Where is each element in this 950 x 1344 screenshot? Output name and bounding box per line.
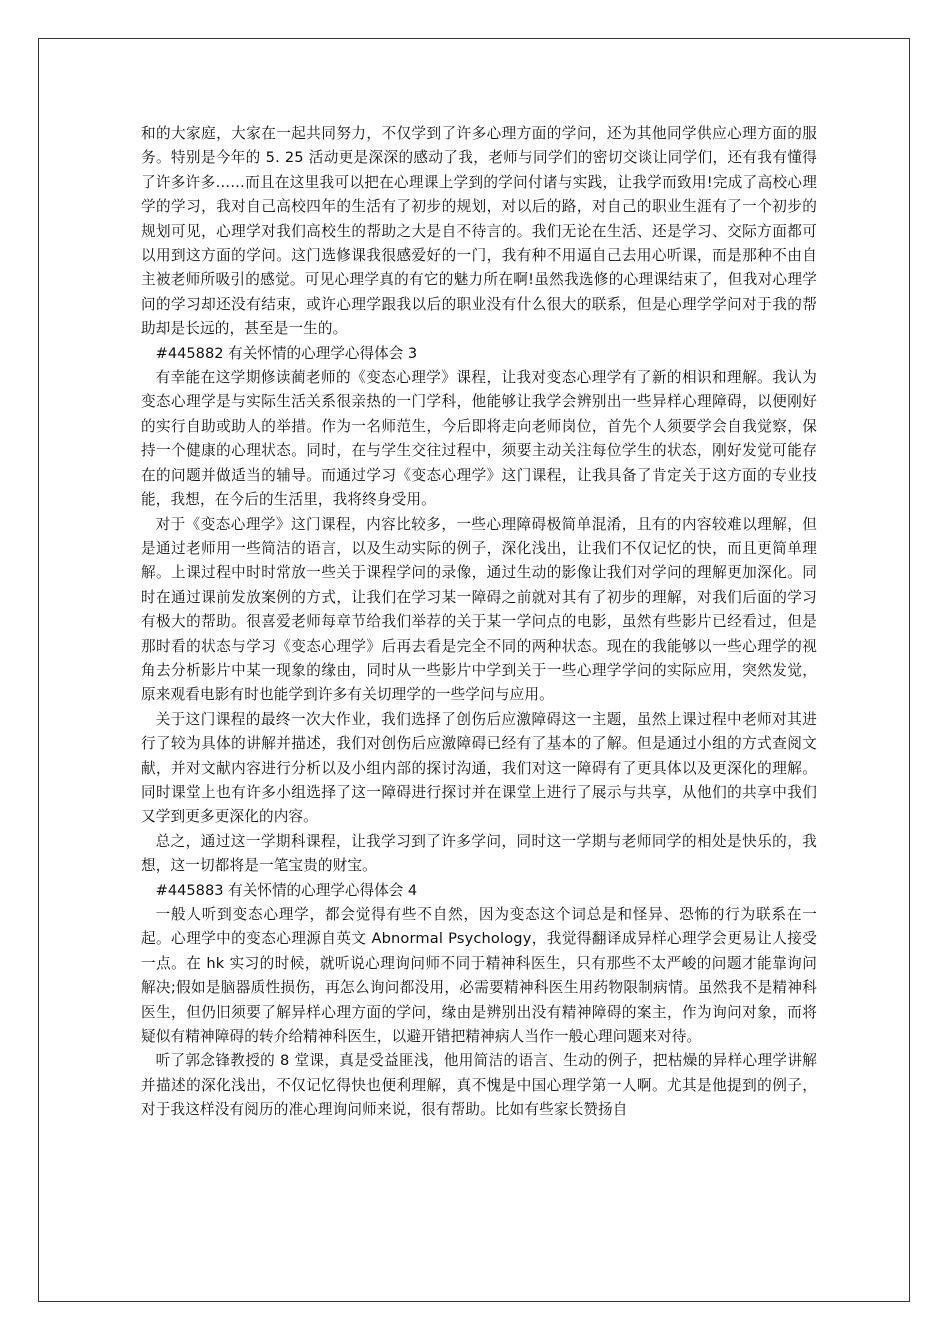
document-body [141,122,817,1123]
paragraph-2: 有幸能在这学期修读蔺老师的《变态心理学》课程，让我对变态心理学有了新的相识和理解。我认为变态心理学是与实际生活关系很亲热的一门学科，他能够让我学会辨别出一些异样心理障碍，以便刚好的实行自助或助人的举措。作为一名师范生，今后即将走向老师岗位，首先个人须要学会自我觉察，保持一个健康的心理状态。同时，在与学生交往过程中，须要主动关注每位学生的状态，刚好发觉可能存在的问题并做适当的辅导。而通过学习《变态心理学》这门课程，让我具备了肯定关于这方面的专业技能，我想，在今后的生活里，我将终身受用。 [141,369,817,509]
section-heading-3: #445882 有关怀情的心理学心得体会 3 [155,344,418,362]
paragraph-3: 对于《变态心理学》这门课程，内容比较多，一些心理障碍极简单混淆，且有的内容较难以理解，但是通过老师用一些简洁的语言，以及生动实际的例子，深化浅出，让我们不仅记忆的快，而且更简单理解。上课过程中时时常放一些关于课程学问的录像，通过生动的影像让我们对学问的理解更加深化。同时在通过课前发放案例的方式，让我们在学习某一障碍之前就对其有了初步的理解，对我们后面的学习有极大的帮助。很喜爱老师每章节给我们举荐的关于某一学问点的电影，虽然有些影片已经看过，但是那时看的状态与学习《变态心理学》后再去看是完全不同的两种状态。现在的我能够以一些心理学的视角去分析影片中某一现象的缘由，同时从一些影片中学到关于一些心理学学问的实际应用，突然发觉，原来观看电影有时也能学到许多有关切理学的一些学问与应用。 [141,515,817,704]
paragraph-4: 关于这门课程的最终一次大作业，我们选择了创伤后应激障碍这一主题，虽然上课过程中老师对其进行了较为具体的讲解并描述，我们对创伤后应激障碍已经有了基本的了解。但是通过小组的方式查阅文献，并对文献内容进行分析以及小组内部的探讨沟通，我们对这一障碍有了更具体以及更深化的理解。同时课堂上也有许多小组选择了这一障碍进行探讨并在课堂上进行了展示与共享，从他们的共享中我们又学到更多更深化的内容。 [141,710,817,826]
paragraph-6: 一般人听到变态心理学，都会觉得有些不自然，因为变态这个词总是和怪异、恐怖的行为联系在一起。心理学中的变态心理源自英文 Abnormal Psychology，我觉得翻译成异样心理学会更易让人接受一点。在 hk 实习的时候，就听说心理询问师不同于精神科医生，只有那些不太严峻的问题才能靠询问解决;假如是脑器质性损伤，再怎么询问都没用，必需要精神科医生用药物限制病情。虽然我不是精神科医生，但仍旧须要了解异样心理方面的学问，缘由是辨别出没有精神障碍的案主，作为询问对象，而将疑似有精神障碍的转介给精神科医生，以避开错把精神病人当作一般心理问题来对待。 [141,906,817,1046]
section-heading-4: #445883 有关怀情的心理学心得体会 4 [155,881,418,899]
paragraph-5: 总之，通过这一学期科课程，让我学习到了许多学问，同时这一学期与老师同学的相处是快乐的，我想，这一切都将是一笔宝贵的财宝。 [141,832,817,875]
paragraph-1: 和的大家庭，大家在一起共同努力，不仅学到了许多心理方面的学问，还为其他同学供应心理方面的服务。特别是今年的 5. 25 活动更是深深的感动了我，老师与同学们的密切交谈让同学们，还有我有懂得了许多许多……而且在这里我可以把在心理课上学到的学问付诸与实践，让我学而致用!完成了高校心理学的学习，我对自己高校四年的生活有了初步的规划，对以后的路，对自己的职业生涯有了一个初步的规划可见，心理学对我们高校生的帮助之大是自不待言的。我们无论在生活、还是学习、交际方面都可以用到这方面的学问。这门选修课我很感爱好的一门，我有种不用逼自己去用心听课，而是那种不由自主被老师所吸引的感觉。可见心理学真的有它的魅力所在啊!虽然我选修的心理课结束了，但我对心理学问的学习却还没有结束，或许心理学跟我以后的职业没有什么很大的联系，但是心理学学问对于我的帮助却是长远的，甚至是一生的。 [141,125,817,338]
paragraph-7: 听了郭念锋教授的 8 堂课，真是受益匪浅，他用简洁的语言、生动的例子，把枯燥的异样心理学讲解并描述的深化浅出，不仅记忆得快也便利理解，真不愧是中国心理学第一人啊。尤其是他提到的例子，对于我这样没有阅历的准心理询问师来说，很有帮助。比如有些家长赞扬自 [141,1052,817,1119]
